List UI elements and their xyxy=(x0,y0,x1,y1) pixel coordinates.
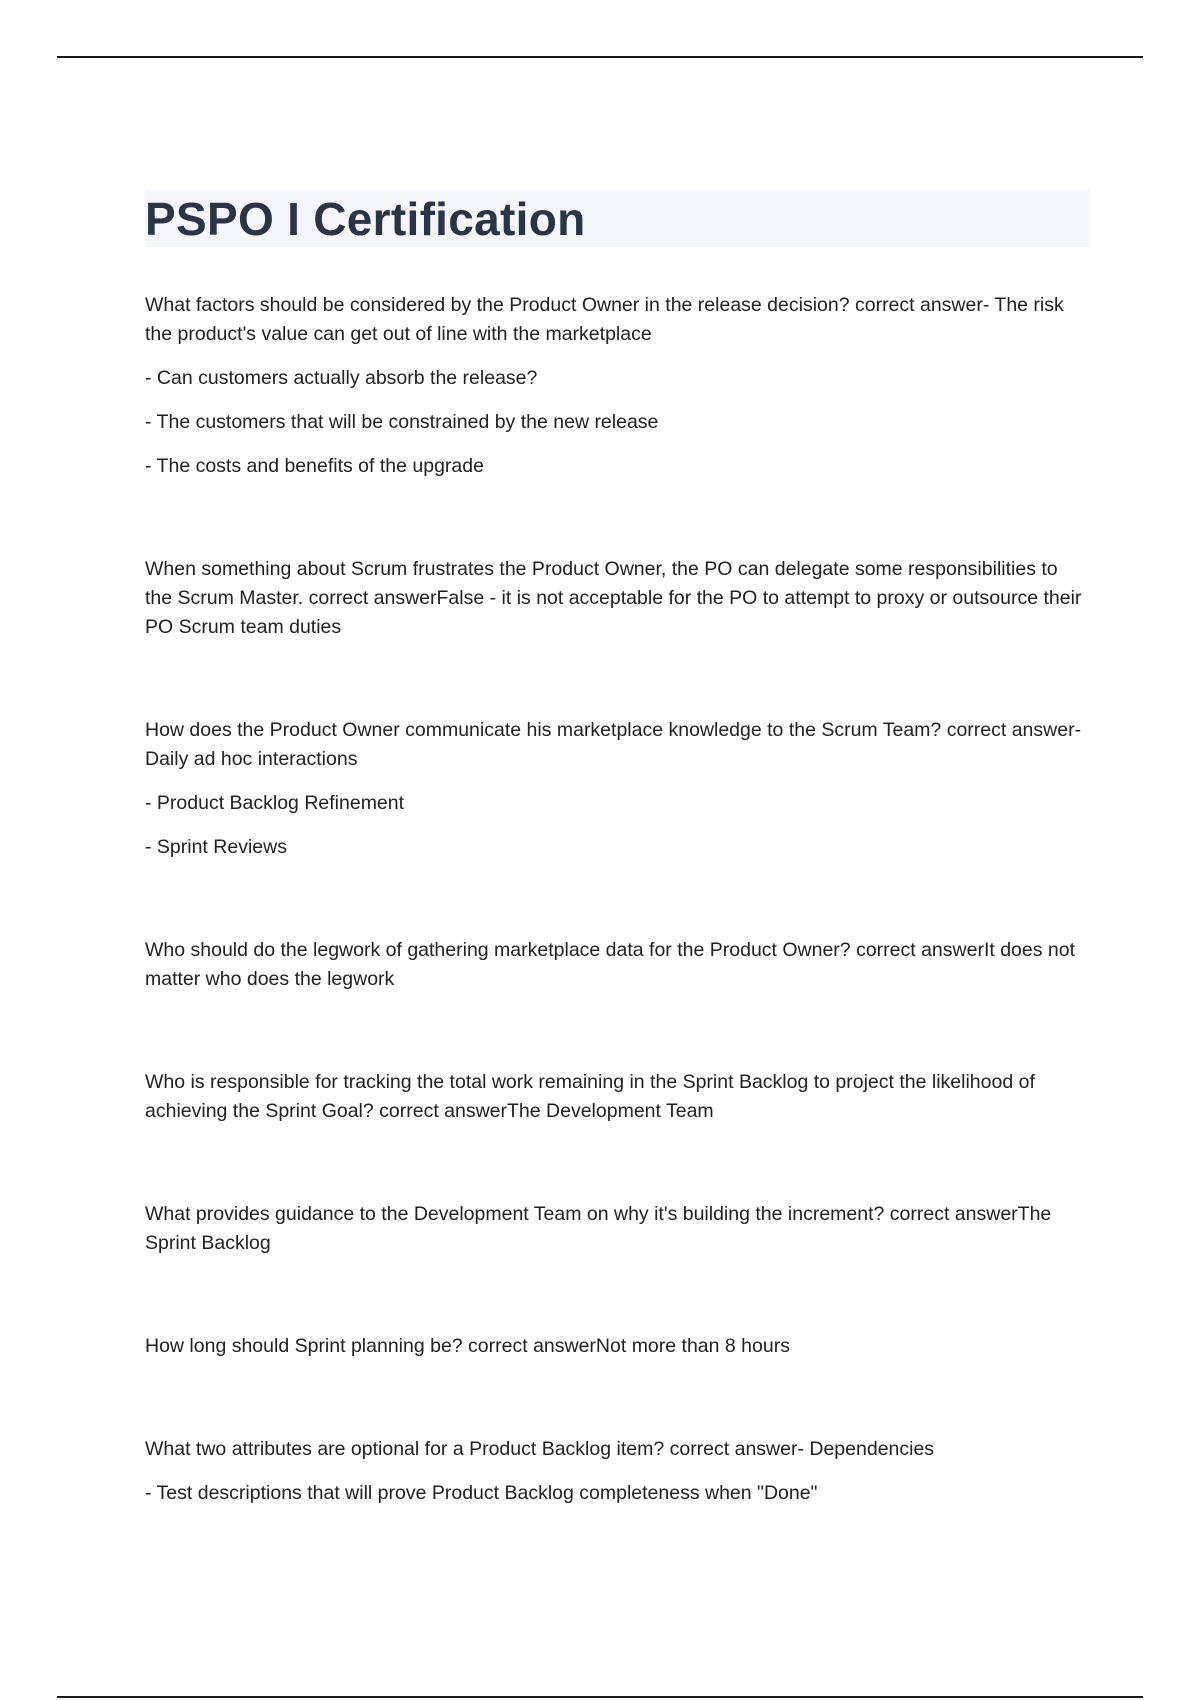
qa-item-7 xyxy=(145,1332,1090,1361)
answer-bullet: - Test descriptions that will prove Product Backlog completeness when "Done" xyxy=(145,1482,818,1504)
answer-bullet: - Product Backlog Refinement xyxy=(145,792,405,814)
question-text: How long should Sprint planning be? correct answerNot more than 8 hours xyxy=(145,1335,790,1357)
qa-item-2 xyxy=(145,555,1090,642)
document-body xyxy=(145,190,1090,1508)
question-text: What provides guidance to the Development Team on why it's building the increment? correct answerThe Sprint Backlog xyxy=(145,1203,1052,1254)
answer-bullet: - Can customers actually absorb the release? xyxy=(145,367,538,389)
question-text: Who should do the legwork of gathering marketplace data for the Product Owner? correct answerIt does not matter who does the legwork xyxy=(145,939,1076,990)
document-title: PSPO I Certification xyxy=(145,192,586,245)
question-text: What factors should be considered by the Product Owner in the release decision? correct answer- The risk the product's value can get out of line with the marketplace xyxy=(145,294,1064,345)
qa-item-8 xyxy=(145,1435,1090,1508)
question-text: How does the Product Owner communicate his marketplace knowledge to the Scrum Team? correct answer- Daily ad hoc interactions xyxy=(145,719,1082,770)
footer-rule xyxy=(57,1696,1143,1698)
qa-item-3 xyxy=(145,716,1090,862)
qa-item-5 xyxy=(145,1068,1090,1126)
qa-item-1 xyxy=(145,291,1090,481)
answer-bullet: - Sprint Reviews xyxy=(145,836,287,858)
answer-bullet: - The costs and benefits of the upgrade xyxy=(145,455,484,477)
answer-bullet: - The customers that will be constrained by the new release xyxy=(145,411,659,433)
title-band xyxy=(145,190,1090,247)
qa-item-6 xyxy=(145,1200,1090,1258)
qa-item-4 xyxy=(145,936,1090,994)
question-text: What two attributes are optional for a Product Backlog item? correct answer- Dependencies xyxy=(145,1438,935,1460)
question-text: Who is responsible for tracking the total work remaining in the Sprint Backlog to project the likelihood of achieving the Sprint Goal? correct answerThe Development Team xyxy=(145,1071,1035,1122)
question-text: When something about Scrum frustrates the Product Owner, the PO can delegate some responsibilities to the Scrum Master. correct answerFalse - it is not acceptable for the PO to attempt to proxy or outsource their PO Scrum team duties xyxy=(145,558,1082,638)
header-rule xyxy=(57,56,1143,58)
